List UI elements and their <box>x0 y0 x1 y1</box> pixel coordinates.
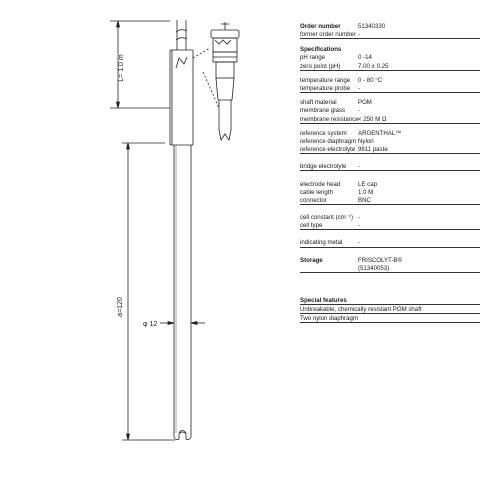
cable-length-row <box>300 188 480 196</box>
storage-value-line2: (51340053) <box>358 264 390 272</box>
bridge-electrolyte-label: bridge electrolyte <box>300 163 347 171</box>
membrane-glass-label: membrane glass <box>300 107 346 115</box>
ph-range-label: pH range <box>300 54 326 62</box>
shaft-length-dimension <box>122 143 175 440</box>
former-order-number-label: former order number <box>300 31 356 39</box>
order-number-value: 51340330 <box>358 23 386 31</box>
reference-system-row <box>300 129 480 137</box>
special-features-heading: Special features <box>300 295 480 305</box>
cable-length-label: L= 1.0 m <box>118 54 125 82</box>
membrane-resistance-label: membrane resistance <box>300 115 359 123</box>
temperature-probe-value: - <box>358 85 361 93</box>
electrode-shaft <box>174 145 191 433</box>
reference-electrolyte-label: reference electrolyte <box>300 146 356 154</box>
membrane-resistance-value: < 250 M Ω <box>358 115 387 123</box>
electrode-head <box>170 50 193 145</box>
reference-diaphragm-label: reference diaphragm <box>300 137 357 145</box>
connector-label: connector <box>300 196 327 204</box>
feature-item: Two nylon diaphragm <box>300 314 480 323</box>
electrode-head-value: LE cap <box>358 180 377 188</box>
specification-table <box>300 22 480 323</box>
storage-row-2 <box>300 264 480 273</box>
cell-type-row <box>300 221 480 230</box>
former-order-number-value: - <box>358 31 361 39</box>
cell-constant-row <box>300 213 480 221</box>
order-number-label: Order number <box>300 23 341 31</box>
cell-constant-label: cell constant (cm⁻¹) <box>300 214 353 222</box>
membrane-glass-row <box>300 106 480 114</box>
cell-type-label: cell type <box>300 222 323 230</box>
temperature-range-label: temperature range <box>300 76 351 84</box>
ph-range-value: 0 -14 <box>358 54 372 62</box>
diameter-label: φ 12 <box>143 321 158 328</box>
membrane-resistance-row <box>300 115 480 124</box>
shaft-material-row <box>300 98 480 106</box>
storage-row <box>300 256 480 264</box>
indicating-metal-label: indicating metal <box>300 239 343 247</box>
reference-system-value: ARGENTHAL™ <box>358 129 402 137</box>
electrode-cable <box>176 20 187 68</box>
connector-value: BNC <box>358 196 371 204</box>
temperature-range-row <box>300 76 480 84</box>
temperature-probe-label: temperature probe <box>300 85 351 93</box>
reference-diaphragm-row <box>300 137 480 145</box>
specifications-heading: Specifications <box>300 46 342 54</box>
reference-system-label: reference system <box>300 129 347 137</box>
shaft-length-label: a=120 <box>117 297 124 317</box>
diameter-dimension <box>160 322 205 325</box>
storage-value-line1: FRISCOLYT-B® <box>358 256 402 264</box>
feature-item: Unbreakable, chemically resistant POM shaft <box>300 305 480 314</box>
connector-row <box>300 196 480 205</box>
reference-electrolyte-value: 9811 paste <box>358 146 388 154</box>
bridge-electrolyte-value: - <box>358 163 361 171</box>
electrode-tip <box>174 431 191 440</box>
cell-type-value: - <box>358 222 361 230</box>
shaft-material-value: POM <box>358 99 372 107</box>
bridge-electrolyte-row <box>300 162 480 171</box>
zero-point-row <box>300 62 480 71</box>
zero-point-label: zero point (pH) <box>300 62 341 70</box>
shaft-material-label: shaft material <box>300 99 337 107</box>
electrode-head-label: electrode head <box>300 180 341 188</box>
former-order-number-row <box>300 30 480 39</box>
cable-length-value: 1.0 M <box>358 188 374 196</box>
electrode-head-row <box>300 179 480 187</box>
bnc-connector <box>211 22 239 100</box>
reference-diaphragm-value: Nylon <box>358 137 374 145</box>
storage-label: Storage <box>300 256 323 264</box>
ph-range-row <box>300 53 480 61</box>
temperature-range-value: 0 - 80 °C <box>358 76 383 84</box>
reference-electrolyte-row <box>300 145 480 154</box>
temperature-probe-row <box>300 84 480 93</box>
cable-length-row-label: cable length <box>300 188 333 196</box>
zero-point-value: 7.00 ± 0.25 <box>358 62 389 70</box>
membrane-glass-value: - <box>358 107 361 115</box>
cell-constant-value: - <box>358 214 361 222</box>
indicating-metal-row <box>300 238 480 247</box>
indicating-metal-value: - <box>358 239 361 247</box>
order-number-row <box>300 22 480 30</box>
